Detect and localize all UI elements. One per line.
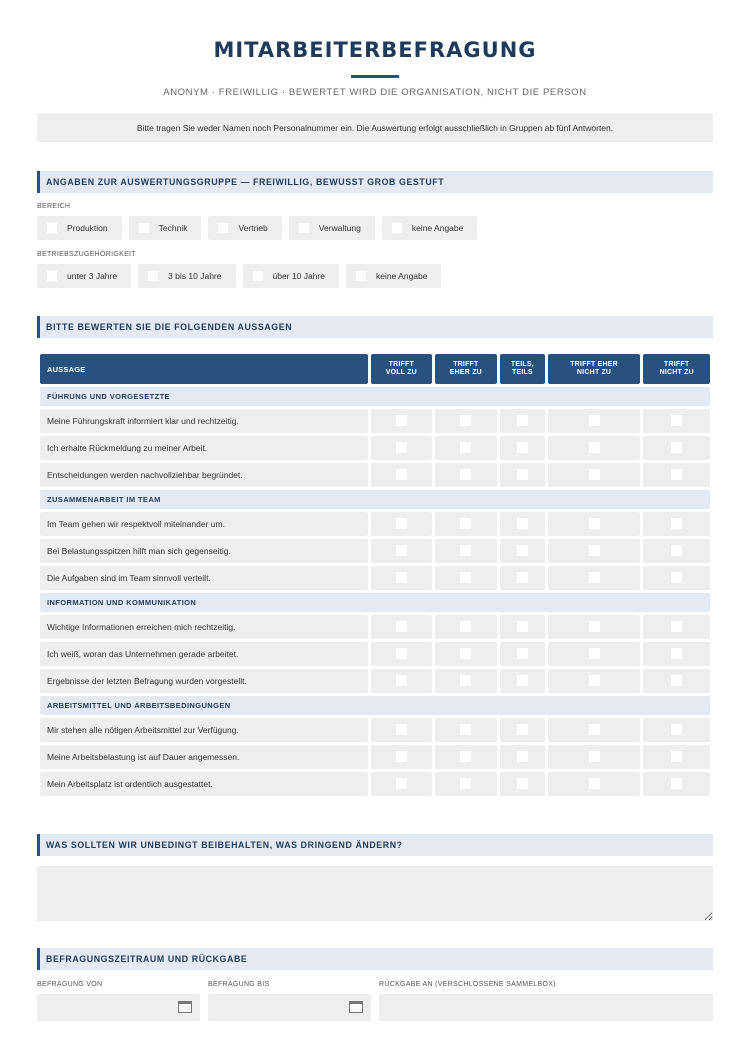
rating-cell[interactable] [643, 566, 710, 590]
rating-checkbox[interactable] [589, 724, 600, 735]
bereich-option-keine-angabe[interactable] [382, 216, 478, 240]
rating-cell[interactable] [435, 436, 497, 460]
rating-cell[interactable] [500, 642, 545, 666]
matrix-row [40, 642, 710, 666]
rating-cell[interactable] [500, 539, 545, 563]
rating-checkbox[interactable] [671, 621, 682, 632]
rating-cell[interactable] [500, 615, 545, 639]
checkbox[interactable] [218, 223, 228, 233]
rating-checkbox[interactable] [517, 545, 528, 556]
rating-checkbox[interactable] [517, 778, 528, 789]
rating-checkbox[interactable] [671, 442, 682, 453]
statement-text: Entscheidungen werden nachvollziehbar begründet. [40, 463, 368, 487]
checkbox[interactable] [47, 271, 57, 281]
statement-text: Mir stehen alle nötigen Arbeitsmittel zur Verfügung. [40, 718, 368, 742]
rating-checkbox[interactable] [460, 648, 471, 659]
matrix-group-title: ZUSAMMENARBEIT IM TEAM [40, 490, 710, 509]
option-label: Vertrieb [238, 223, 268, 233]
option-label: Verwaltung [318, 223, 361, 233]
statement-text: Ich erhalte Rückmeldung zu meiner Arbeit. [40, 436, 368, 460]
rating-cell[interactable] [371, 409, 432, 433]
rating-cell[interactable] [548, 772, 641, 796]
rating-cell[interactable] [548, 669, 641, 693]
rating-checkbox[interactable] [589, 518, 600, 529]
date-from-label: BEFRAGUNG VON [37, 981, 103, 988]
zugehoerigkeit-option-unter-3[interactable] [37, 264, 131, 288]
rating-checkbox[interactable] [517, 675, 528, 686]
rating-cell[interactable] [643, 669, 710, 693]
rating-checkbox[interactable] [671, 675, 682, 686]
column-header-trifft-eher-nicht-zu: TRIFFT EHER NICHT ZU [548, 354, 641, 384]
statement-text: Ich weiß, woran das Unternehmen gerade arbeitet. [40, 642, 368, 666]
checkbox[interactable] [253, 271, 263, 281]
rating-cell[interactable] [435, 566, 497, 590]
rating-checkbox[interactable] [517, 518, 528, 529]
rating-cell[interactable] [371, 463, 432, 487]
rating-checkbox[interactable] [589, 621, 600, 632]
rating-checkbox[interactable] [460, 675, 471, 686]
matrix-row [40, 436, 710, 460]
rating-cell[interactable] [435, 669, 497, 693]
rating-cell[interactable] [435, 772, 497, 796]
column-header-trifft-voll-zu: TRIFFT VOLL ZU [371, 354, 432, 384]
rating-cell[interactable] [500, 409, 545, 433]
checkbox[interactable] [299, 223, 309, 233]
matrix-row [40, 409, 710, 433]
matrix-group-title: FÜHRUNG UND VORGESETZTE [40, 387, 710, 406]
rating-cell[interactable] [500, 463, 545, 487]
rating-checkbox[interactable] [460, 442, 471, 453]
rating-cell[interactable] [548, 718, 641, 742]
rating-checkbox[interactable] [589, 545, 600, 556]
rating-cell[interactable] [548, 539, 641, 563]
rating-checkbox[interactable] [589, 751, 600, 762]
calendar-icon[interactable] [349, 1001, 363, 1013]
section-heading-feedback: WAS SOLLTEN WIR UNBEDINGT BEIBEHALTEN, WAS DRINGEND ÄNDERN? [37, 834, 713, 856]
matrix-row [40, 615, 710, 639]
rating-cell[interactable] [548, 436, 641, 460]
rating-checkbox[interactable] [671, 469, 682, 480]
zugehoerigkeit-option-ueber-10[interactable] [243, 264, 339, 288]
matrix-body [40, 387, 710, 796]
option-label: 3 bis 10 Jahre [168, 271, 222, 281]
checkbox[interactable] [47, 223, 57, 233]
rating-cell[interactable] [435, 615, 497, 639]
rating-checkbox[interactable] [589, 675, 600, 686]
rating-checkbox[interactable] [589, 415, 600, 426]
rating-matrix [37, 351, 713, 799]
matrix-group-row [40, 593, 710, 612]
zugehoerigkeit-option-keine-angabe[interactable] [346, 264, 442, 288]
matrix-group-row [40, 490, 710, 509]
rating-cell[interactable] [500, 745, 545, 769]
rating-cell[interactable] [371, 642, 432, 666]
rating-cell[interactable] [435, 745, 497, 769]
rating-cell[interactable] [371, 669, 432, 693]
statement-text: Die Aufgaben sind im Team sinnvoll verteilt. [40, 566, 368, 590]
option-label: keine Angabe [375, 271, 428, 281]
rating-cell[interactable] [435, 718, 497, 742]
rating-checkbox[interactable] [517, 724, 528, 735]
rating-checkbox[interactable] [396, 415, 407, 426]
rating-cell[interactable] [371, 566, 432, 590]
rating-checkbox[interactable] [671, 545, 682, 556]
rating-checkbox[interactable] [460, 469, 471, 480]
rating-checkbox[interactable] [517, 572, 528, 583]
bereich-option-verwaltung[interactable] [289, 216, 375, 240]
return-label: RÜCKGABE AN (VERSCHLOSSENE SAMMELBOX) [379, 981, 556, 988]
rating-checkbox[interactable] [396, 518, 407, 529]
privacy-notice [37, 113, 713, 142]
rating-checkbox[interactable] [517, 648, 528, 659]
rating-cell[interactable] [643, 615, 710, 639]
rating-cell[interactable] [371, 772, 432, 796]
rating-cell[interactable] [548, 566, 641, 590]
bereich-option-produktion[interactable] [37, 216, 122, 240]
rating-checkbox[interactable] [396, 572, 407, 583]
checkbox[interactable] [356, 271, 366, 281]
rating-cell[interactable] [371, 436, 432, 460]
zugehoerigkeit-option-3-bis-10[interactable] [138, 264, 235, 288]
rating-cell[interactable] [500, 772, 545, 796]
rating-checkbox[interactable] [460, 724, 471, 735]
section-heading-rating: BITTE BEWERTEN SIE DIE FOLGENDEN AUSSAGEN [37, 316, 713, 338]
option-label: Technik [158, 223, 188, 233]
rating-checkbox[interactable] [517, 621, 528, 632]
option-label: Produktion [67, 223, 108, 233]
option-label: unter 3 Jahre [67, 271, 118, 281]
statement-text: Ergebnisse der letzten Befragung wurden vorgestellt. [40, 669, 368, 693]
bereich-option-vertrieb[interactable] [208, 216, 281, 240]
calendar-icon[interactable] [178, 1001, 192, 1013]
rating-cell[interactable] [371, 615, 432, 639]
rating-cell[interactable] [371, 512, 432, 536]
rating-checkbox[interactable] [671, 572, 682, 583]
rating-cell[interactable] [371, 718, 432, 742]
date-to-label: BEFRAGUNG BIS [208, 981, 270, 988]
date-from-field[interactable] [37, 994, 200, 1021]
column-header-trifft-nicht-zu: TRIFFT NICHT ZU [643, 354, 710, 384]
zugehoerigkeit-options [37, 264, 441, 288]
rating-checkbox[interactable] [396, 648, 407, 659]
rating-checkbox[interactable] [517, 751, 528, 762]
rating-cell[interactable] [435, 539, 497, 563]
matrix-row [40, 718, 710, 742]
rating-cell[interactable] [500, 566, 545, 590]
checkbox[interactable] [392, 223, 402, 233]
rating-cell[interactable] [500, 436, 545, 460]
rating-checkbox[interactable] [517, 442, 528, 453]
rating-checkbox[interactable] [396, 778, 407, 789]
rating-cell[interactable] [500, 718, 545, 742]
bereich-option-technik[interactable] [129, 216, 202, 240]
rating-cell[interactable] [643, 718, 710, 742]
matrix-row [40, 463, 710, 487]
rating-checkbox[interactable] [517, 415, 528, 426]
checkbox[interactable] [139, 223, 149, 233]
rating-checkbox[interactable] [396, 545, 407, 556]
privacy-notice-text: Bitte tragen Sie weder Namen noch Personalnummer ein. Die Auswertung erfolgt ausschließlich in Gruppen ab fünf Antworten. [136, 122, 614, 133]
rating-checkbox[interactable] [671, 518, 682, 529]
rating-cell[interactable] [643, 642, 710, 666]
column-header-trifft-eher-zu: TRIFFT EHER ZU [435, 354, 497, 384]
rating-cell[interactable] [548, 512, 641, 536]
rating-checkbox[interactable] [589, 572, 600, 583]
rating-cell[interactable] [643, 745, 710, 769]
matrix-group-row [40, 696, 710, 715]
rating-checkbox[interactable] [460, 545, 471, 556]
rating-cell[interactable] [371, 539, 432, 563]
matrix-group-title: INFORMATION UND KOMMUNIKATION [40, 593, 710, 612]
rating-cell[interactable] [500, 512, 545, 536]
rating-cell[interactable] [643, 512, 710, 536]
rating-cell[interactable] [548, 615, 641, 639]
rating-cell[interactable] [435, 642, 497, 666]
rating-checkbox[interactable] [671, 415, 682, 426]
return-location-field[interactable] [379, 994, 713, 1021]
rating-cell[interactable] [643, 463, 710, 487]
matrix-group-row [40, 387, 710, 406]
rating-cell[interactable] [643, 539, 710, 563]
rating-checkbox[interactable] [396, 442, 407, 453]
rating-cell[interactable] [643, 409, 710, 433]
feedback-textarea[interactable] [37, 866, 713, 921]
option-label: keine Angabe [411, 223, 464, 233]
rating-checkbox[interactable] [460, 518, 471, 529]
rating-checkbox[interactable] [460, 572, 471, 583]
rating-cell[interactable] [500, 669, 545, 693]
option-label: über 10 Jahre [272, 271, 325, 281]
bereich-label: BEREICH [37, 203, 71, 210]
rating-checkbox[interactable] [589, 469, 600, 480]
column-header-teils-teils: TEILS, TEILS [500, 354, 545, 384]
rating-cell[interactable] [643, 436, 710, 460]
rating-cell[interactable] [548, 745, 641, 769]
section-heading-period: BEFRAGUNGSZEITRAUM UND RÜCKGABE [37, 948, 713, 970]
statement-text: Im Team gehen wir respektvoll miteinander um. [40, 512, 368, 536]
rating-checkbox[interactable] [517, 469, 528, 480]
matrix-row [40, 539, 710, 563]
page-title: MITARBEITERBEFRAGUNG [213, 38, 537, 62]
rating-checkbox[interactable] [671, 648, 682, 659]
column-header-aussage: AUSSAGE [40, 354, 368, 384]
rating-cell[interactable] [435, 463, 497, 487]
rating-cell[interactable] [548, 409, 641, 433]
matrix-row [40, 772, 710, 796]
statement-text: Meine Führungskraft informiert klar und rechtzeitig. [40, 409, 368, 433]
matrix-group-title: ARBEITSMITTEL UND ARBEITSBEDINGUNGEN [40, 696, 710, 715]
statement-text: Bei Belastungsspitzen hilft man sich gegenseitig. [40, 539, 368, 563]
statement-text: Mein Arbeitsplatz ist ordentlich ausgestattet. [40, 772, 368, 796]
rating-checkbox[interactable] [396, 621, 407, 632]
rating-checkbox[interactable] [460, 778, 471, 789]
rating-cell[interactable] [371, 745, 432, 769]
rating-checkbox[interactable] [671, 724, 682, 735]
matrix-row [40, 669, 710, 693]
rating-cell[interactable] [643, 772, 710, 796]
matrix-row [40, 512, 710, 536]
rating-cell[interactable] [548, 463, 641, 487]
matrix-header-row [40, 354, 710, 384]
matrix-row [40, 566, 710, 590]
rating-checkbox[interactable] [671, 778, 682, 789]
bereich-options [37, 216, 477, 240]
rating-checkbox[interactable] [396, 751, 407, 762]
page-subtitle: ANONYM · FREIWILLIG · BEWERTET WIRD DIE ORGANISATION, NICHT DIE PERSON [163, 87, 587, 98]
rating-cell[interactable] [548, 642, 641, 666]
date-to-field[interactable] [208, 994, 371, 1021]
statement-text: Meine Arbeitsbelastung ist auf Dauer angemessen. [40, 745, 368, 769]
rating-checkbox[interactable] [589, 442, 600, 453]
rating-cell[interactable] [435, 409, 497, 433]
title-divider [351, 75, 399, 78]
rating-checkbox[interactable] [589, 648, 600, 659]
rating-checkbox[interactable] [460, 415, 471, 426]
zugehoerigkeit-label: BETRIEBSZUGEHÖRIGKEIT [37, 251, 136, 258]
rating-cell[interactable] [435, 512, 497, 536]
rating-checkbox[interactable] [589, 778, 600, 789]
rating-checkbox[interactable] [396, 469, 407, 480]
statement-text: Wichtige Informationen erreichen mich rechtzeitig. [40, 615, 368, 639]
rating-checkbox[interactable] [396, 675, 407, 686]
section-heading-group: ANGABEN ZUR AUSWERTUNGSGRUPPE — FREIWILLIG, BEWUSST GROB GESTUFT [37, 171, 713, 193]
rating-checkbox[interactable] [460, 621, 471, 632]
rating-checkbox[interactable] [460, 751, 471, 762]
rating-checkbox[interactable] [671, 751, 682, 762]
rating-checkbox[interactable] [396, 724, 407, 735]
checkbox[interactable] [148, 271, 158, 281]
matrix-row [40, 745, 710, 769]
